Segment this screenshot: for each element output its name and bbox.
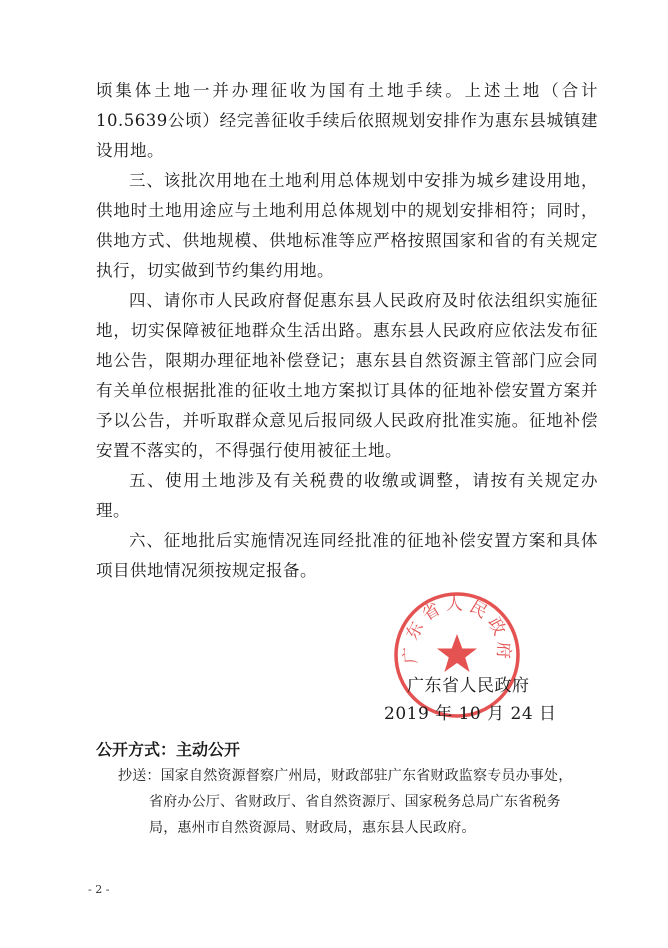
cc-line-1 <box>118 763 604 789</box>
document-body <box>96 76 598 586</box>
cc-line-2: 省府办公厅、省财政厅、省自然资源厅、国家税务总局广东省税务 <box>149 794 561 810</box>
cc-line-3: 局，惠州市自然资源局、财政局，惠东县人民政府。 <box>149 820 476 836</box>
seal-star-icon <box>437 634 477 672</box>
paragraph-item-3: 三、该批次用地在土地利用总体规划中安排为城乡建设用地，供地时土地用途应与土地利用总体规划中的规划安排相符；同时，供地方式、供地规模、供地标准等应严格按照国家和省的有关规定执行，切实做到节约集约用地。 <box>96 171 598 280</box>
paragraph-item-5: 五、使用土地涉及有关税费的收缴或调整，请按有关规定办理。 <box>96 471 598 520</box>
paragraph-item-4: 四、请你市人民政府督促惠东县人民政府及时依法组织实施征地，切实保障被征地群众生活出路。惠东县人民政府应依法发布征地公告，限期办理征地补偿登记；惠东县自然资源主管部门应会同有关单位根据批准的征收土地方案拟订具体的征地补偿安置方案并予以公告，并听取群众意见后报同级人民政府批准实施。征地补偿安置不落实的，不得强行使用被征土地。 <box>96 291 598 460</box>
cc-label: 抄送： <box>118 768 161 784</box>
official-seal <box>392 590 522 720</box>
issuer-name: 广东省人民政府 <box>407 676 530 696</box>
issue-date: 2019 年 10 月 24 日 <box>384 704 557 724</box>
cc-recipients-1: 国家自然资源督察广州局，财政部驻广东省财政监察专员办事处， <box>160 768 573 784</box>
page-number: - 2 - <box>88 883 110 896</box>
seal-text: 广东省人民政府 <box>400 594 514 665</box>
paragraph-item-6: 六、征地批后实施情况连同经批准的征地补偿安置方案和具体项目供地情况须按规定报备。 <box>96 531 598 580</box>
cc-block <box>118 763 604 841</box>
disclosure-method: 公开方式：主动公开 <box>96 740 241 759</box>
paragraph-continuation: 顷集体土地一并办理征收为国有土地手续。上述土地（合计10.5639公顷）经完善征收手续后依照规划安排作为惠东县城镇建设用地。 <box>96 81 598 160</box>
